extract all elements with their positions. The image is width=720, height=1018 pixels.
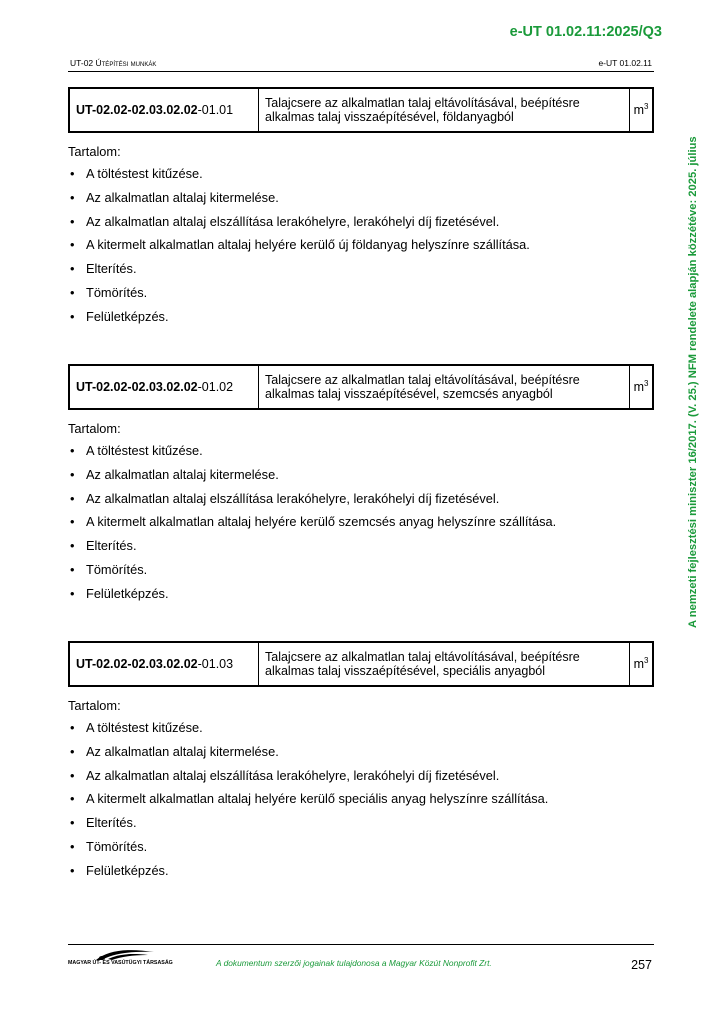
publication-side-note: A nemzeti fejlesztési miniszter 16/2017. (V. 25.) NFM rendelete alapján közzétéve: 2025. július: [687, 136, 699, 628]
list-item: • Az alkalmatlan altalaj kitermelése.: [70, 743, 279, 759]
work-item-section-3: [68, 641, 654, 887]
header-left: UT-02 Útépítési munkák: [70, 58, 157, 68]
list-item: • A kitermelt alkalmatlan altalaj helyére kerülő szemcsés anyag helyszínre szállítása.: [70, 514, 557, 530]
header-right: e-UT 01.02.11: [598, 58, 652, 68]
list-item: • Az alkalmatlan altalaj elszállítása lerakóhelyre, lerakóhelyi díj fizetésével.: [70, 490, 500, 506]
footer-divider: [68, 944, 654, 945]
item-unit: $m^3$: [630, 642, 654, 686]
list-item: • Tömörítés.: [70, 838, 148, 854]
item-description: Talajcsere az alkalmatlan talaj eltávolításával, beépítésre alkalmas talaj visszaépítésével, földanyagból: [259, 88, 630, 132]
document-code: e-UT 01.02.11:2025/Q3: [509, 24, 662, 40]
content-list: [68, 720, 654, 879]
work-item-table: [68, 641, 654, 687]
work-item-section-1: [68, 87, 654, 333]
list-item: • Az alkalmatlan altalaj elszállítása lerakóhelyre, lerakóhelyi díj fizetésével.: [70, 767, 500, 783]
list-item: • A töltéstest kitűzése.: [70, 166, 203, 181]
list-item: • Felületképzés.: [70, 308, 169, 324]
item-unit: $m^3$: [630, 365, 654, 409]
content-label: Tartalom:: [68, 698, 121, 713]
list-item: • Az alkalmatlan altalaj elszállítása lerakóhelyre, lerakóhelyi díj fizetésével.: [70, 213, 500, 229]
work-item-table: [68, 87, 654, 133]
list-item: • Felületképzés.: [70, 585, 169, 601]
content-label: Tartalom:: [68, 421, 121, 436]
page-number: 257: [631, 958, 652, 972]
society-logo-icon: [68, 948, 160, 970]
content-list: [68, 166, 654, 325]
list-item: • A töltéstest kitűzése.: [70, 443, 203, 458]
item-code: UT-02.02-02.03.02.02-01.02: [69, 365, 259, 409]
copyright-notice: A dokumentum szerzői jogainak tulajdonosa a Magyar Közút Nonprofit Zrt.: [216, 958, 492, 968]
list-item: • A kitermelt alkalmatlan altalaj helyére kerülő új földanyag helyszínre szállítása.: [70, 237, 530, 253]
item-description: Talajcsere az alkalmatlan talaj eltávolításával, beépítésre alkalmas talaj visszaépítésével, speciális anyagból: [259, 642, 630, 686]
list-item: • Az alkalmatlan altalaj kitermelése.: [70, 189, 279, 205]
list-item: • Tömörítés.: [70, 284, 148, 300]
content-list: [68, 443, 654, 602]
list-item: • A töltéstest kitűzése.: [70, 720, 203, 735]
item-description: Talajcsere az alkalmatlan talaj eltávolításával, beépítésre alkalmas talaj visszaépítésével, szemcsés anyagból: [259, 365, 630, 409]
list-item: • Tömörítés.: [70, 561, 148, 577]
logo-text: MAGYAR ÚT- ÉS VASÚTÜGYI TÁRSASÁG: [68, 960, 173, 966]
header-divider: [68, 71, 654, 72]
work-item-table: [68, 364, 654, 410]
work-item-section-2: [68, 364, 654, 610]
running-header: [70, 58, 652, 68]
list-item: • Elterítés.: [70, 538, 137, 554]
content-label: Tartalom:: [68, 144, 121, 159]
item-unit: $m^3$: [630, 88, 654, 132]
item-code: UT-02.02-02.03.02.02-01.01: [69, 88, 259, 132]
list-item: • Elterítés.: [70, 815, 137, 831]
list-item: • A kitermelt alkalmatlan altalaj helyére kerülő speciális anyag helyszínre szállítása.: [70, 791, 549, 807]
list-item: • Az alkalmatlan altalaj kitermelése.: [70, 466, 279, 482]
list-item: • Felületképzés.: [70, 862, 169, 878]
list-item: • Elterítés.: [70, 261, 137, 277]
item-code: UT-02.02-02.03.02.02-01.03: [69, 642, 259, 686]
